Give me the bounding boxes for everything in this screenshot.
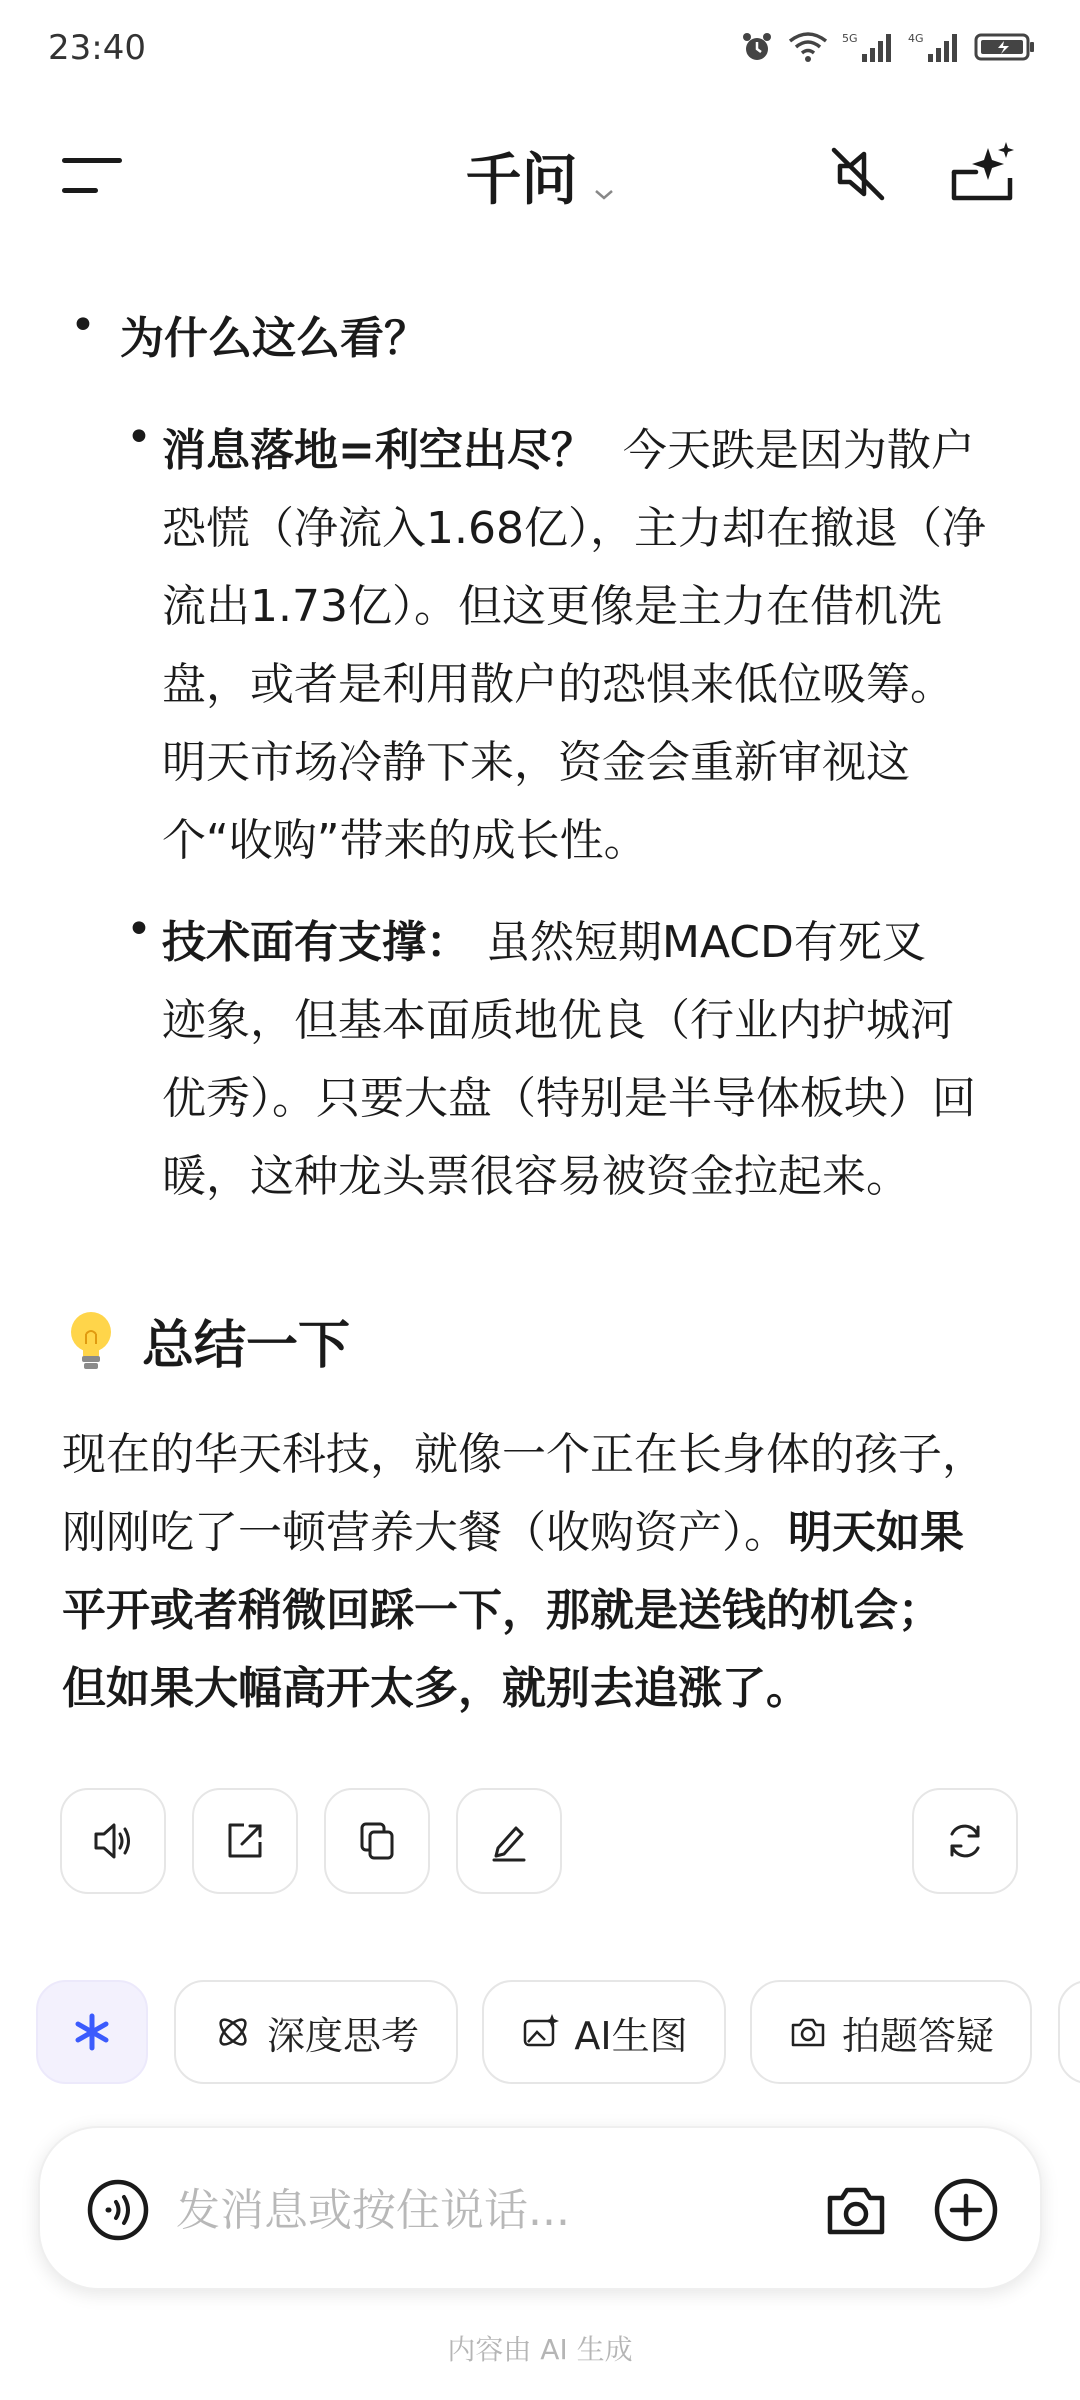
lightbulb-icon (62, 1308, 120, 1372)
title-switcher[interactable] (0, 136, 1080, 216)
point-line-text: 虽然短期MACD有死叉 (486, 917, 926, 968)
add-circle-icon[interactable] (932, 2176, 1000, 2244)
status-time: 23:40 (48, 28, 146, 68)
message-input[interactable] (176, 2180, 816, 2240)
status-bar (0, 0, 1080, 104)
chip-label: 深度思考 (266, 2013, 419, 2058)
point-line-text: 今天跌是因为散户 (622, 425, 975, 476)
point-line: 盘，或者是利用散户的恐惧来低位吸筹。 (162, 659, 954, 710)
new-chat-sparkle-icon[interactable] (946, 138, 1018, 210)
point-line: 流出1.73亿）。但这更像是主力在借机洗 (162, 581, 942, 632)
point-line (162, 904, 1022, 982)
signal-5g-icon (842, 30, 894, 64)
regenerate-button[interactable] (912, 1788, 1018, 1894)
summary-line: 现在的华天科技，就像一个正在长身体的孩子， (62, 1429, 986, 1480)
chip-label: AI生图 (574, 2013, 688, 2058)
page-title: 千问 (465, 148, 578, 213)
summary-line-bold: 明天如果 (788, 1507, 964, 1558)
summary-line (62, 1494, 1022, 1572)
asterisk-logo-icon (70, 2010, 114, 2054)
ai-generated-note: 内容由 AI 生成 (447, 2333, 633, 2366)
refresh-icon (940, 1816, 990, 1866)
summary-heading (62, 1300, 350, 1380)
summary-line: 平开或者稍微回踩一下，那就是送钱的机会； (62, 1585, 942, 1636)
summary-line-text: 刚刚吃了一顿营养大餐（收购资产）。 (62, 1507, 788, 1558)
point-line: 暖，这种龙头票很容易被资金拉起来。 (162, 1151, 910, 1202)
camera-icon[interactable] (824, 2178, 888, 2242)
point-line: 迹象，但基本面质地优良（行业内护城河 (162, 995, 954, 1046)
message-composer (38, 2126, 1042, 2290)
point-title: 消息落地=利空出尽？ (162, 425, 595, 476)
bullet: • (126, 412, 152, 463)
point-line: 优秀）。只要大盘（特别是半导体板块）回 (162, 1073, 976, 1124)
image-gen-icon (520, 2012, 560, 2052)
wifi-icon (788, 31, 828, 63)
svg-text:4G: 4G (908, 32, 924, 45)
more-chip[interactable] (1058, 1980, 1080, 2084)
photo-answer-chip[interactable] (750, 1980, 1032, 2084)
camera-plus-icon (788, 2012, 828, 2052)
summary-title: 总结一下 (142, 1315, 351, 1376)
section-heading: 为什么这么看？ (120, 313, 428, 364)
point-text (162, 412, 1022, 880)
share-out-icon (220, 1816, 270, 1866)
speaker-icon (88, 1816, 138, 1866)
app-header (0, 120, 1080, 230)
ai-image-chip[interactable] (482, 1980, 726, 2084)
summary-paragraph (62, 1416, 1022, 1728)
point-line: 个“收购”带来的成长性。 (162, 815, 648, 866)
atom-icon (213, 2012, 253, 2052)
deep-think-chip[interactable] (174, 1980, 458, 2084)
quick-action-star[interactable] (36, 1980, 148, 2084)
point-text (162, 904, 1022, 1216)
alarm-icon (740, 30, 774, 64)
copy-icon (352, 1816, 402, 1866)
status-icons (740, 30, 1036, 64)
pencil-icon (484, 1816, 534, 1866)
share-button[interactable] (192, 1788, 298, 1894)
point-line: 明天市场冷静下来，资金会重新审视这 (162, 737, 910, 788)
chip-label: 拍题答疑 (841, 2013, 994, 2058)
signal-4g-icon (908, 30, 960, 64)
svg-text:5G: 5G (842, 32, 858, 45)
message-actions (0, 1788, 1080, 1896)
bullet: • (126, 904, 152, 955)
read-aloud-button[interactable] (60, 1788, 166, 1894)
quick-actions-bar (0, 1980, 1080, 2086)
battery-icon (974, 32, 1036, 62)
point-title: 技术面有支撑： (162, 917, 470, 968)
chevron-down-icon (593, 188, 615, 202)
copy-button[interactable] (324, 1788, 430, 1894)
point-line (162, 412, 1022, 490)
voice-wave-icon[interactable] (86, 2178, 150, 2242)
bullet: • (70, 300, 96, 351)
edit-button[interactable] (456, 1788, 562, 1894)
point-line: 恐慌（净流入1.68亿），主力却在撤退（净 (162, 503, 986, 554)
summary-line: 但如果大幅高开太多，就别去追涨了。 (62, 1663, 810, 1714)
speaker-muted-icon[interactable] (826, 142, 890, 206)
